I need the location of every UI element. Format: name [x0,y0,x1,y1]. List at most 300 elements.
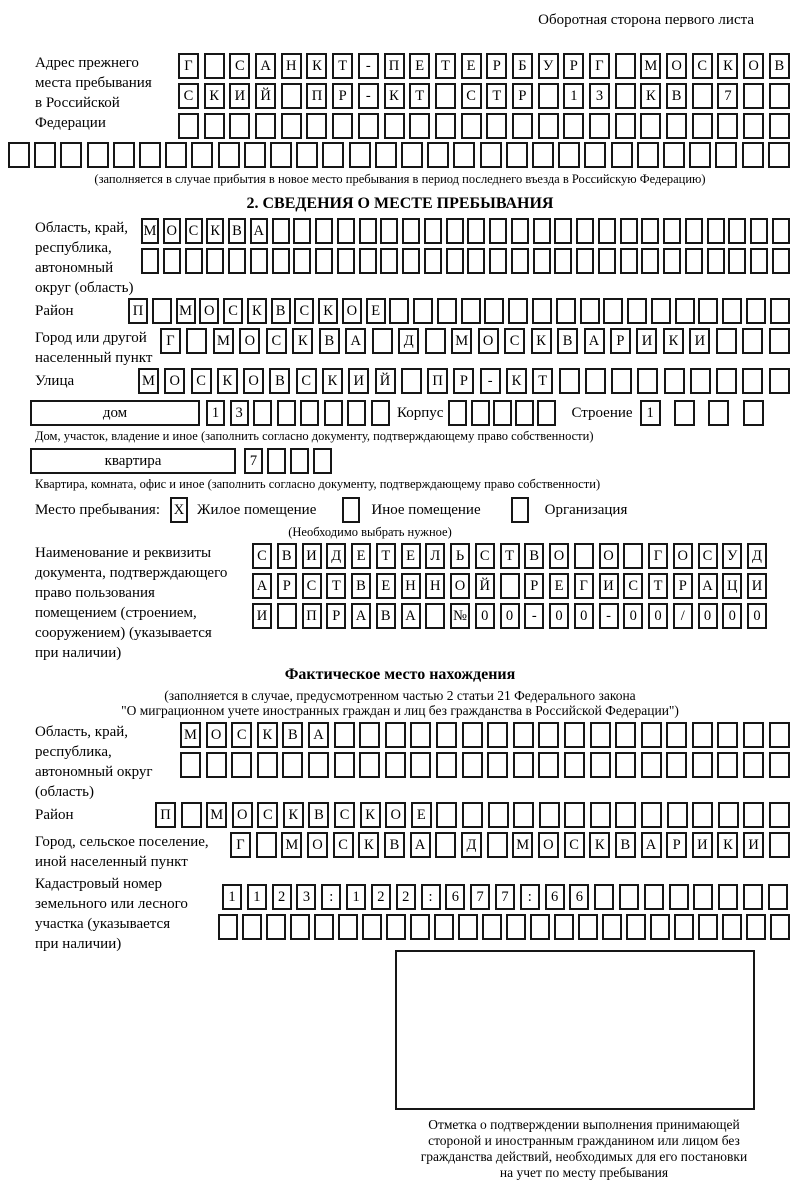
char-box[interactable] [380,218,398,244]
char-box[interactable]: С [185,218,203,244]
char-box[interactable]: К [306,53,327,79]
char-box[interactable] [640,113,661,139]
char-box[interactable] [337,248,355,274]
char-box[interactable] [692,83,713,109]
char-box[interactable] [229,113,250,139]
char-box[interactable]: Е [376,573,396,599]
char-box[interactable]: С [257,802,278,828]
char-box[interactable] [615,802,636,828]
char-box[interactable] [266,914,286,940]
char-box[interactable]: С [692,53,713,79]
char-box[interactable]: К [247,298,267,324]
char-box[interactable] [371,400,390,426]
char-box[interactable] [538,113,559,139]
char-box[interactable]: К [506,368,527,394]
residential-checkbox[interactable] [170,497,188,523]
char-box[interactable] [322,142,344,168]
char-box[interactable]: В [271,298,291,324]
char-box[interactable] [359,218,377,244]
char-box[interactable]: С [333,832,354,858]
organization-checkbox[interactable] [511,497,529,523]
char-box[interactable] [332,113,353,139]
char-box[interactable] [384,113,405,139]
char-box[interactable]: С [229,53,250,79]
char-box[interactable] [424,218,442,244]
char-box[interactable]: : [321,884,341,910]
char-box[interactable]: К [204,83,225,109]
char-box[interactable] [165,142,187,168]
char-box[interactable]: Р [673,573,693,599]
char-box[interactable] [409,113,430,139]
char-box[interactable] [487,832,508,858]
char-box[interactable] [385,722,406,748]
char-box[interactable] [641,248,659,274]
char-box[interactable]: Ь [450,543,470,569]
char-box[interactable]: М [141,218,159,244]
char-box[interactable] [770,914,790,940]
char-box[interactable]: О [478,328,499,354]
char-box[interactable]: С [252,543,272,569]
char-box[interactable] [722,914,742,940]
char-box[interactable]: 1 [346,884,366,910]
char-box[interactable] [467,218,485,244]
char-box[interactable]: 2 [396,884,416,910]
char-box[interactable]: Р [277,573,297,599]
char-box[interactable] [410,722,431,748]
char-box[interactable] [532,298,552,324]
char-box[interactable]: О [385,802,406,828]
char-box[interactable] [585,368,606,394]
char-box[interactable]: С [564,832,585,858]
char-box[interactable] [425,328,446,354]
char-box[interactable]: К [283,802,304,828]
char-box[interactable]: И [743,832,764,858]
char-box[interactable] [424,248,442,274]
char-box[interactable]: А [308,722,329,748]
char-box[interactable] [532,142,554,168]
char-box[interactable]: В [351,573,371,599]
char-box[interactable] [707,218,725,244]
char-box[interactable]: № [450,603,470,629]
char-box[interactable]: В [524,543,544,569]
char-box[interactable]: О [239,328,260,354]
char-box[interactable] [453,142,475,168]
char-box[interactable] [253,400,272,426]
char-box[interactable]: Р [563,53,584,79]
char-box[interactable] [401,368,422,394]
char-box[interactable] [743,802,764,828]
char-box[interactable] [272,248,290,274]
char-box[interactable] [372,328,393,354]
char-box[interactable]: 1 [640,400,661,426]
char-box[interactable]: К [206,218,224,244]
char-box[interactable]: М [640,53,661,79]
char-box[interactable]: О [163,218,181,244]
char-box[interactable] [769,752,790,778]
char-box[interactable] [359,722,380,748]
char-box[interactable]: М [451,328,472,354]
char-box[interactable]: О [673,543,693,569]
char-box[interactable] [436,802,457,828]
char-box[interactable]: А [401,603,421,629]
char-box[interactable]: А [698,573,718,599]
char-box[interactable]: К [384,83,405,109]
char-box[interactable] [589,113,610,139]
char-box[interactable]: О [307,832,328,858]
char-box[interactable]: С [231,722,252,748]
char-box[interactable]: И [636,328,657,354]
char-box[interactable] [641,218,659,244]
char-box[interactable] [663,248,681,274]
char-box[interactable]: 1 [222,884,242,910]
char-box[interactable] [743,113,764,139]
char-box[interactable] [290,448,309,474]
char-box[interactable] [206,248,224,274]
char-box[interactable]: Т [326,573,346,599]
char-box[interactable] [594,884,614,910]
char-box[interactable] [768,884,788,910]
char-box[interactable] [163,248,181,274]
char-box[interactable]: С [475,543,495,569]
char-box[interactable] [576,218,594,244]
char-box[interactable] [434,914,454,940]
char-box[interactable] [290,914,310,940]
char-box[interactable]: Д [747,543,767,569]
char-box[interactable]: Д [326,543,346,569]
char-box[interactable]: 6 [445,884,465,910]
char-box[interactable] [650,914,670,940]
other-premises-checkbox[interactable] [342,497,360,523]
char-box[interactable] [277,603,297,629]
char-box[interactable] [315,218,333,244]
char-box[interactable] [554,218,572,244]
char-box[interactable] [306,113,327,139]
char-box[interactable]: К [257,722,278,748]
char-box[interactable] [603,298,623,324]
char-box[interactable]: И [599,573,619,599]
char-box[interactable]: О [599,543,619,569]
char-box[interactable] [448,400,467,426]
char-box[interactable]: О [342,298,362,324]
char-box[interactable] [300,400,319,426]
char-box[interactable]: 1 [247,884,267,910]
char-box[interactable]: М [176,298,196,324]
char-box[interactable]: Н [281,53,302,79]
char-box[interactable] [590,752,611,778]
char-box[interactable] [743,884,763,910]
char-box[interactable] [698,914,718,940]
char-box[interactable] [716,368,737,394]
char-box[interactable] [611,368,632,394]
char-box[interactable]: - [524,603,544,629]
char-box[interactable]: / [673,603,693,629]
char-box[interactable]: Г [230,832,251,858]
char-box[interactable] [484,298,504,324]
char-box[interactable] [556,298,576,324]
char-box[interactable] [488,802,509,828]
char-box[interactable]: Й [375,368,396,394]
char-box[interactable]: П [128,298,148,324]
char-box[interactable] [743,83,764,109]
char-box[interactable]: Т [409,83,430,109]
char-box[interactable] [623,543,643,569]
char-box[interactable]: В [277,543,297,569]
char-box[interactable]: С [461,83,482,109]
char-box[interactable] [228,248,246,274]
char-box[interactable] [186,328,207,354]
char-box[interactable]: А [255,53,276,79]
char-box[interactable] [742,328,763,354]
char-box[interactable] [578,914,598,940]
char-box[interactable] [314,914,334,940]
char-box[interactable]: Р [610,328,631,354]
char-box[interactable] [334,752,355,778]
char-box[interactable] [204,53,225,79]
char-box[interactable] [152,298,172,324]
char-box[interactable] [446,248,464,274]
char-box[interactable]: - [358,83,379,109]
char-box[interactable] [185,248,203,274]
char-box[interactable]: В [666,83,687,109]
char-box[interactable] [462,752,483,778]
char-box[interactable] [626,914,646,940]
char-box[interactable]: Н [401,573,421,599]
char-box[interactable] [218,142,240,168]
char-box[interactable] [533,218,551,244]
char-box[interactable] [349,142,371,168]
char-box[interactable]: В [269,368,290,394]
char-box[interactable]: Р [453,368,474,394]
char-box[interactable]: В [308,802,329,828]
char-box[interactable]: Т [500,543,520,569]
char-box[interactable] [482,914,502,940]
char-box[interactable] [576,248,594,274]
char-box[interactable]: 3 [589,83,610,109]
char-box[interactable] [692,113,713,139]
char-box[interactable]: О [164,368,185,394]
char-box[interactable] [113,142,135,168]
char-box[interactable]: : [421,884,441,910]
char-box[interactable]: - [358,53,379,79]
char-box[interactable] [669,884,689,910]
char-box[interactable] [380,248,398,274]
char-box[interactable] [574,543,594,569]
char-box[interactable] [178,113,199,139]
char-box[interactable] [666,752,687,778]
char-box[interactable]: Д [461,832,482,858]
char-box[interactable] [590,722,611,748]
char-box[interactable]: С [178,83,199,109]
char-box[interactable] [772,218,790,244]
char-box[interactable] [427,142,449,168]
char-box[interactable]: Й [255,83,276,109]
char-box[interactable]: С [504,328,525,354]
char-box[interactable] [436,722,457,748]
char-box[interactable]: П [306,83,327,109]
char-box[interactable] [204,113,225,139]
char-box[interactable] [402,248,420,274]
char-box[interactable]: Б [512,53,533,79]
char-box[interactable] [537,400,556,426]
char-box[interactable] [689,142,711,168]
char-box[interactable] [675,298,695,324]
char-box[interactable] [461,113,482,139]
char-box[interactable]: И [348,368,369,394]
char-box[interactable] [743,752,764,778]
char-box[interactable] [564,722,585,748]
char-box[interactable] [358,113,379,139]
char-box[interactable]: О [206,722,227,748]
char-box[interactable] [770,298,790,324]
char-box[interactable]: У [538,53,559,79]
char-box[interactable] [489,218,507,244]
char-box[interactable]: К [640,83,661,109]
char-box[interactable] [511,248,529,274]
char-box[interactable]: П [384,53,405,79]
char-box[interactable]: П [427,368,448,394]
char-box[interactable] [620,218,638,244]
char-box[interactable]: 0 [623,603,643,629]
char-box[interactable] [590,802,611,828]
char-box[interactable] [698,298,718,324]
char-box[interactable] [281,113,302,139]
char-box[interactable]: Р [666,832,687,858]
char-box[interactable] [728,218,746,244]
char-box[interactable]: О [549,543,569,569]
char-box[interactable]: С [191,368,212,394]
char-box[interactable] [272,218,290,244]
char-box[interactable] [742,368,763,394]
char-box[interactable] [554,914,574,940]
char-box[interactable] [530,914,550,940]
char-box[interactable] [244,142,266,168]
char-box[interactable]: О [666,53,687,79]
char-box[interactable] [598,218,616,244]
char-box[interactable]: О [199,298,219,324]
char-box[interactable]: 0 [500,603,520,629]
char-box[interactable]: С [223,298,243,324]
char-box[interactable] [769,368,790,394]
char-box[interactable] [750,218,768,244]
char-box[interactable]: А [641,832,662,858]
char-box[interactable]: Г [574,573,594,599]
char-box[interactable]: Т [435,53,456,79]
char-box[interactable] [512,113,533,139]
char-box[interactable]: С [266,328,287,354]
char-box[interactable]: И [747,573,767,599]
char-box[interactable]: Е [351,543,371,569]
char-box[interactable] [410,752,431,778]
char-box[interactable] [615,722,636,748]
char-box[interactable]: Г [178,53,199,79]
char-box[interactable] [281,83,302,109]
char-box[interactable]: 7 [244,448,263,474]
char-box[interactable] [690,368,711,394]
char-box[interactable] [242,914,262,940]
char-box[interactable]: Е [409,53,430,79]
char-box[interactable]: В [615,832,636,858]
char-box[interactable] [769,328,790,354]
char-box[interactable] [401,142,423,168]
char-box[interactable]: С [294,298,314,324]
char-box[interactable] [462,802,483,828]
char-box[interactable] [708,400,729,426]
char-box[interactable]: 7 [495,884,515,910]
char-box[interactable]: П [302,603,322,629]
char-box[interactable]: В [557,328,578,354]
char-box[interactable] [746,914,766,940]
char-box[interactable] [180,752,201,778]
other-premises-checkbox[interactable] [342,497,360,523]
char-box[interactable]: И [689,328,710,354]
char-box[interactable] [385,752,406,778]
char-box[interactable] [257,752,278,778]
char-box[interactable] [308,752,329,778]
char-box[interactable] [508,298,528,324]
char-box[interactable] [60,142,82,168]
char-box[interactable]: Д [398,328,419,354]
char-box[interactable]: Т [376,543,396,569]
char-box[interactable] [267,448,286,474]
char-box[interactable]: Р [512,83,533,109]
char-box[interactable]: К [589,832,610,858]
char-box[interactable] [746,298,766,324]
char-box[interactable]: С [623,573,643,599]
char-box[interactable]: В [384,832,405,858]
char-box[interactable] [506,142,528,168]
char-box[interactable] [558,142,580,168]
char-box[interactable] [644,884,664,910]
char-box[interactable] [402,218,420,244]
char-box[interactable] [513,802,534,828]
char-box[interactable]: О [450,573,470,599]
char-box[interactable] [500,573,520,599]
char-box[interactable] [584,142,606,168]
char-box[interactable]: К [322,368,343,394]
char-box[interactable] [743,722,764,748]
char-box[interactable]: 2 [371,884,391,910]
char-box[interactable]: К [717,53,738,79]
char-box[interactable] [667,802,688,828]
char-box[interactable] [8,142,30,168]
char-box[interactable] [637,368,658,394]
char-box[interactable]: М [138,368,159,394]
char-box[interactable]: Г [648,543,668,569]
char-box[interactable] [538,752,559,778]
char-box[interactable]: Л [425,543,445,569]
char-box[interactable]: А [252,573,272,599]
char-box[interactable]: И [252,603,272,629]
char-box[interactable] [559,368,580,394]
char-box[interactable] [666,113,687,139]
char-box[interactable]: С [698,543,718,569]
char-box[interactable] [693,884,713,910]
char-box[interactable] [563,113,584,139]
char-box[interactable] [598,248,616,274]
char-box[interactable] [717,752,738,778]
char-box[interactable] [486,113,507,139]
char-box[interactable] [513,752,534,778]
char-box[interactable]: Е [461,53,482,79]
char-box[interactable] [692,722,713,748]
char-box[interactable] [250,248,268,274]
char-box[interactable]: У [722,543,742,569]
char-box[interactable] [461,298,481,324]
char-box[interactable] [663,142,685,168]
char-box[interactable]: Р [332,83,353,109]
char-box[interactable] [487,752,508,778]
char-box[interactable] [768,142,790,168]
